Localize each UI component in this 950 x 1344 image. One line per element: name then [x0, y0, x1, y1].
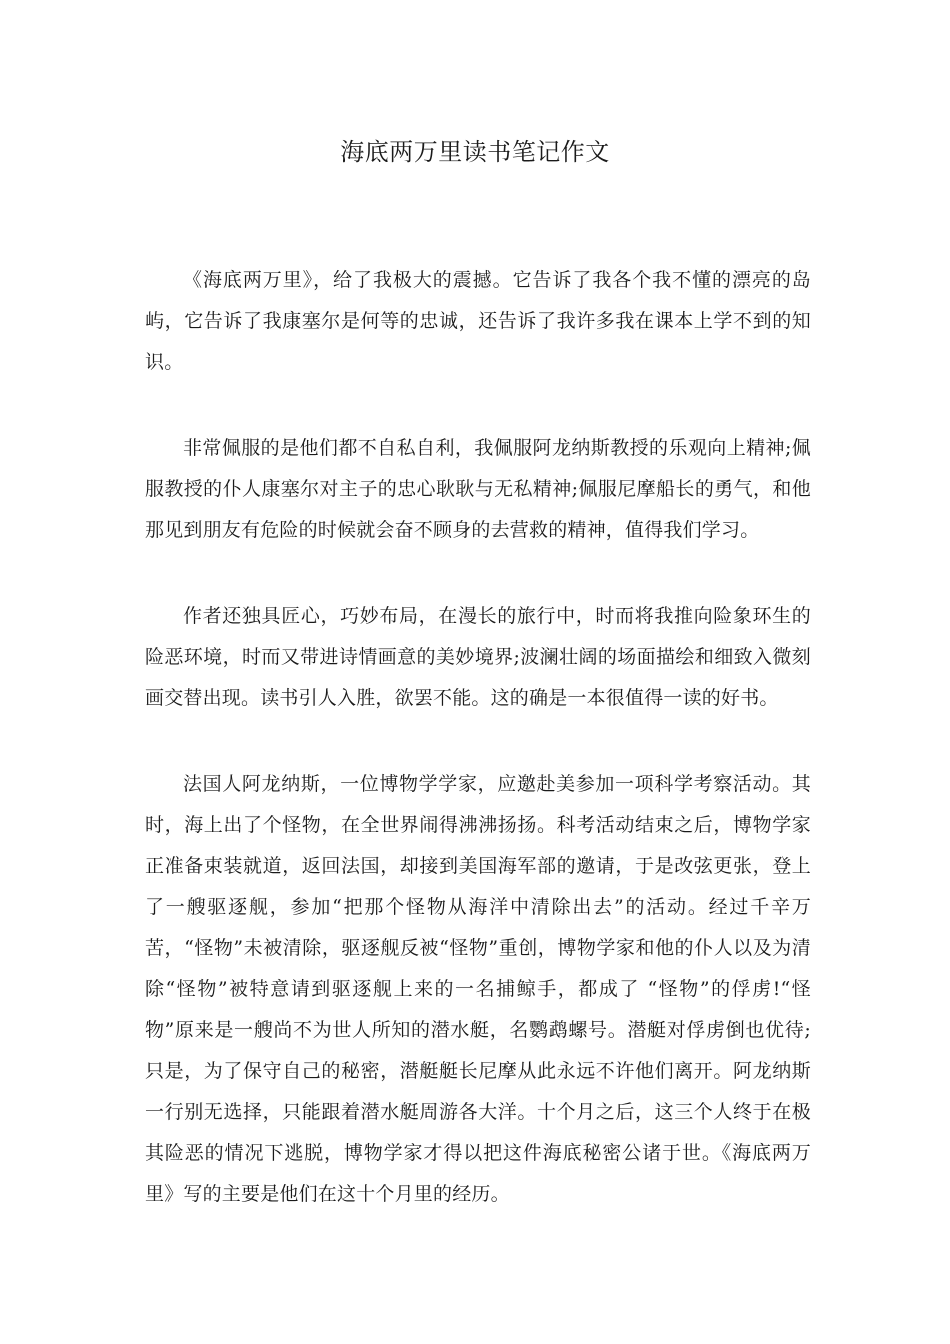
paragraph-2: 非常佩服的是他们都不自私自利，我佩服阿龙纳斯教授的乐观向上精神;佩服教授的仆人康塞尔对主子的忠心耿耿与无私精神;佩服尼摩船长的勇气，和他那见到朋友有危险的时候就会奋不顾身的去营救的精神，值得我们学习。 — [145, 437, 811, 541]
paragraph-4: 法国人阿龙纳斯，一位博物学学家，应邀赴美参加一项科学考察活动。其时，海上出了个怪物，在全世界闹得沸沸扬扬。科考活动结束之后，博物学家正准备束装就道，返回法国，却接到美国海军部的邀请，于是改弦更张，登上了一艘驱逐舰，参加“把那个怪物从海洋中清除出去”的活动。经过千辛万苦，“怪物”未被清除，驱逐舰反被“怪物”重创，博物学家和他的仆人以及为清除“怪物”被特意请到驱逐舰上来的一名捕鲸手，都成了 “怪物”的俘虏!“怪物”原来是一艘尚不为世人所知的潜水艇，名鹦鹉螺号。潜艇对俘虏倒也优待;只是，为了保守自己的秘密，潜艇艇长尼摩从此永远不许他们离开。阿龙纳斯一行别无选择，只能跟着潜水艇周游各大洋。十个月之后，这三个人终于在极其险恶的情况下逃脱，博物学家才得以把这件海底秘密公诸于世。《海底两万里》写的主要是他们在这十个月里的经历。 — [145, 773, 811, 1205]
paragraph-1: 《海底两万里》，给了我极大的震撼。它告诉了我各个我不懂的漂亮的岛屿，它告诉了我康塞尔是何等的忠诚，还告诉了我许多我在课本上学不到的知识。 — [145, 269, 811, 373]
document-body — [145, 260, 811, 1215]
document-title: 海底两万里读书笔记作文 — [340, 138, 610, 166]
paragraph-3: 作者还独具匠心，巧妙布局，在漫长的旅行中，时而将我推向险象环生的险恶环境，时而又带进诗情画意的美妙境界;波澜壮阔的场面描绘和细致入微刻画交替出现。读书引人入胜，欲罢不能。这的确是一本很值得一读的好书。 — [145, 605, 811, 709]
